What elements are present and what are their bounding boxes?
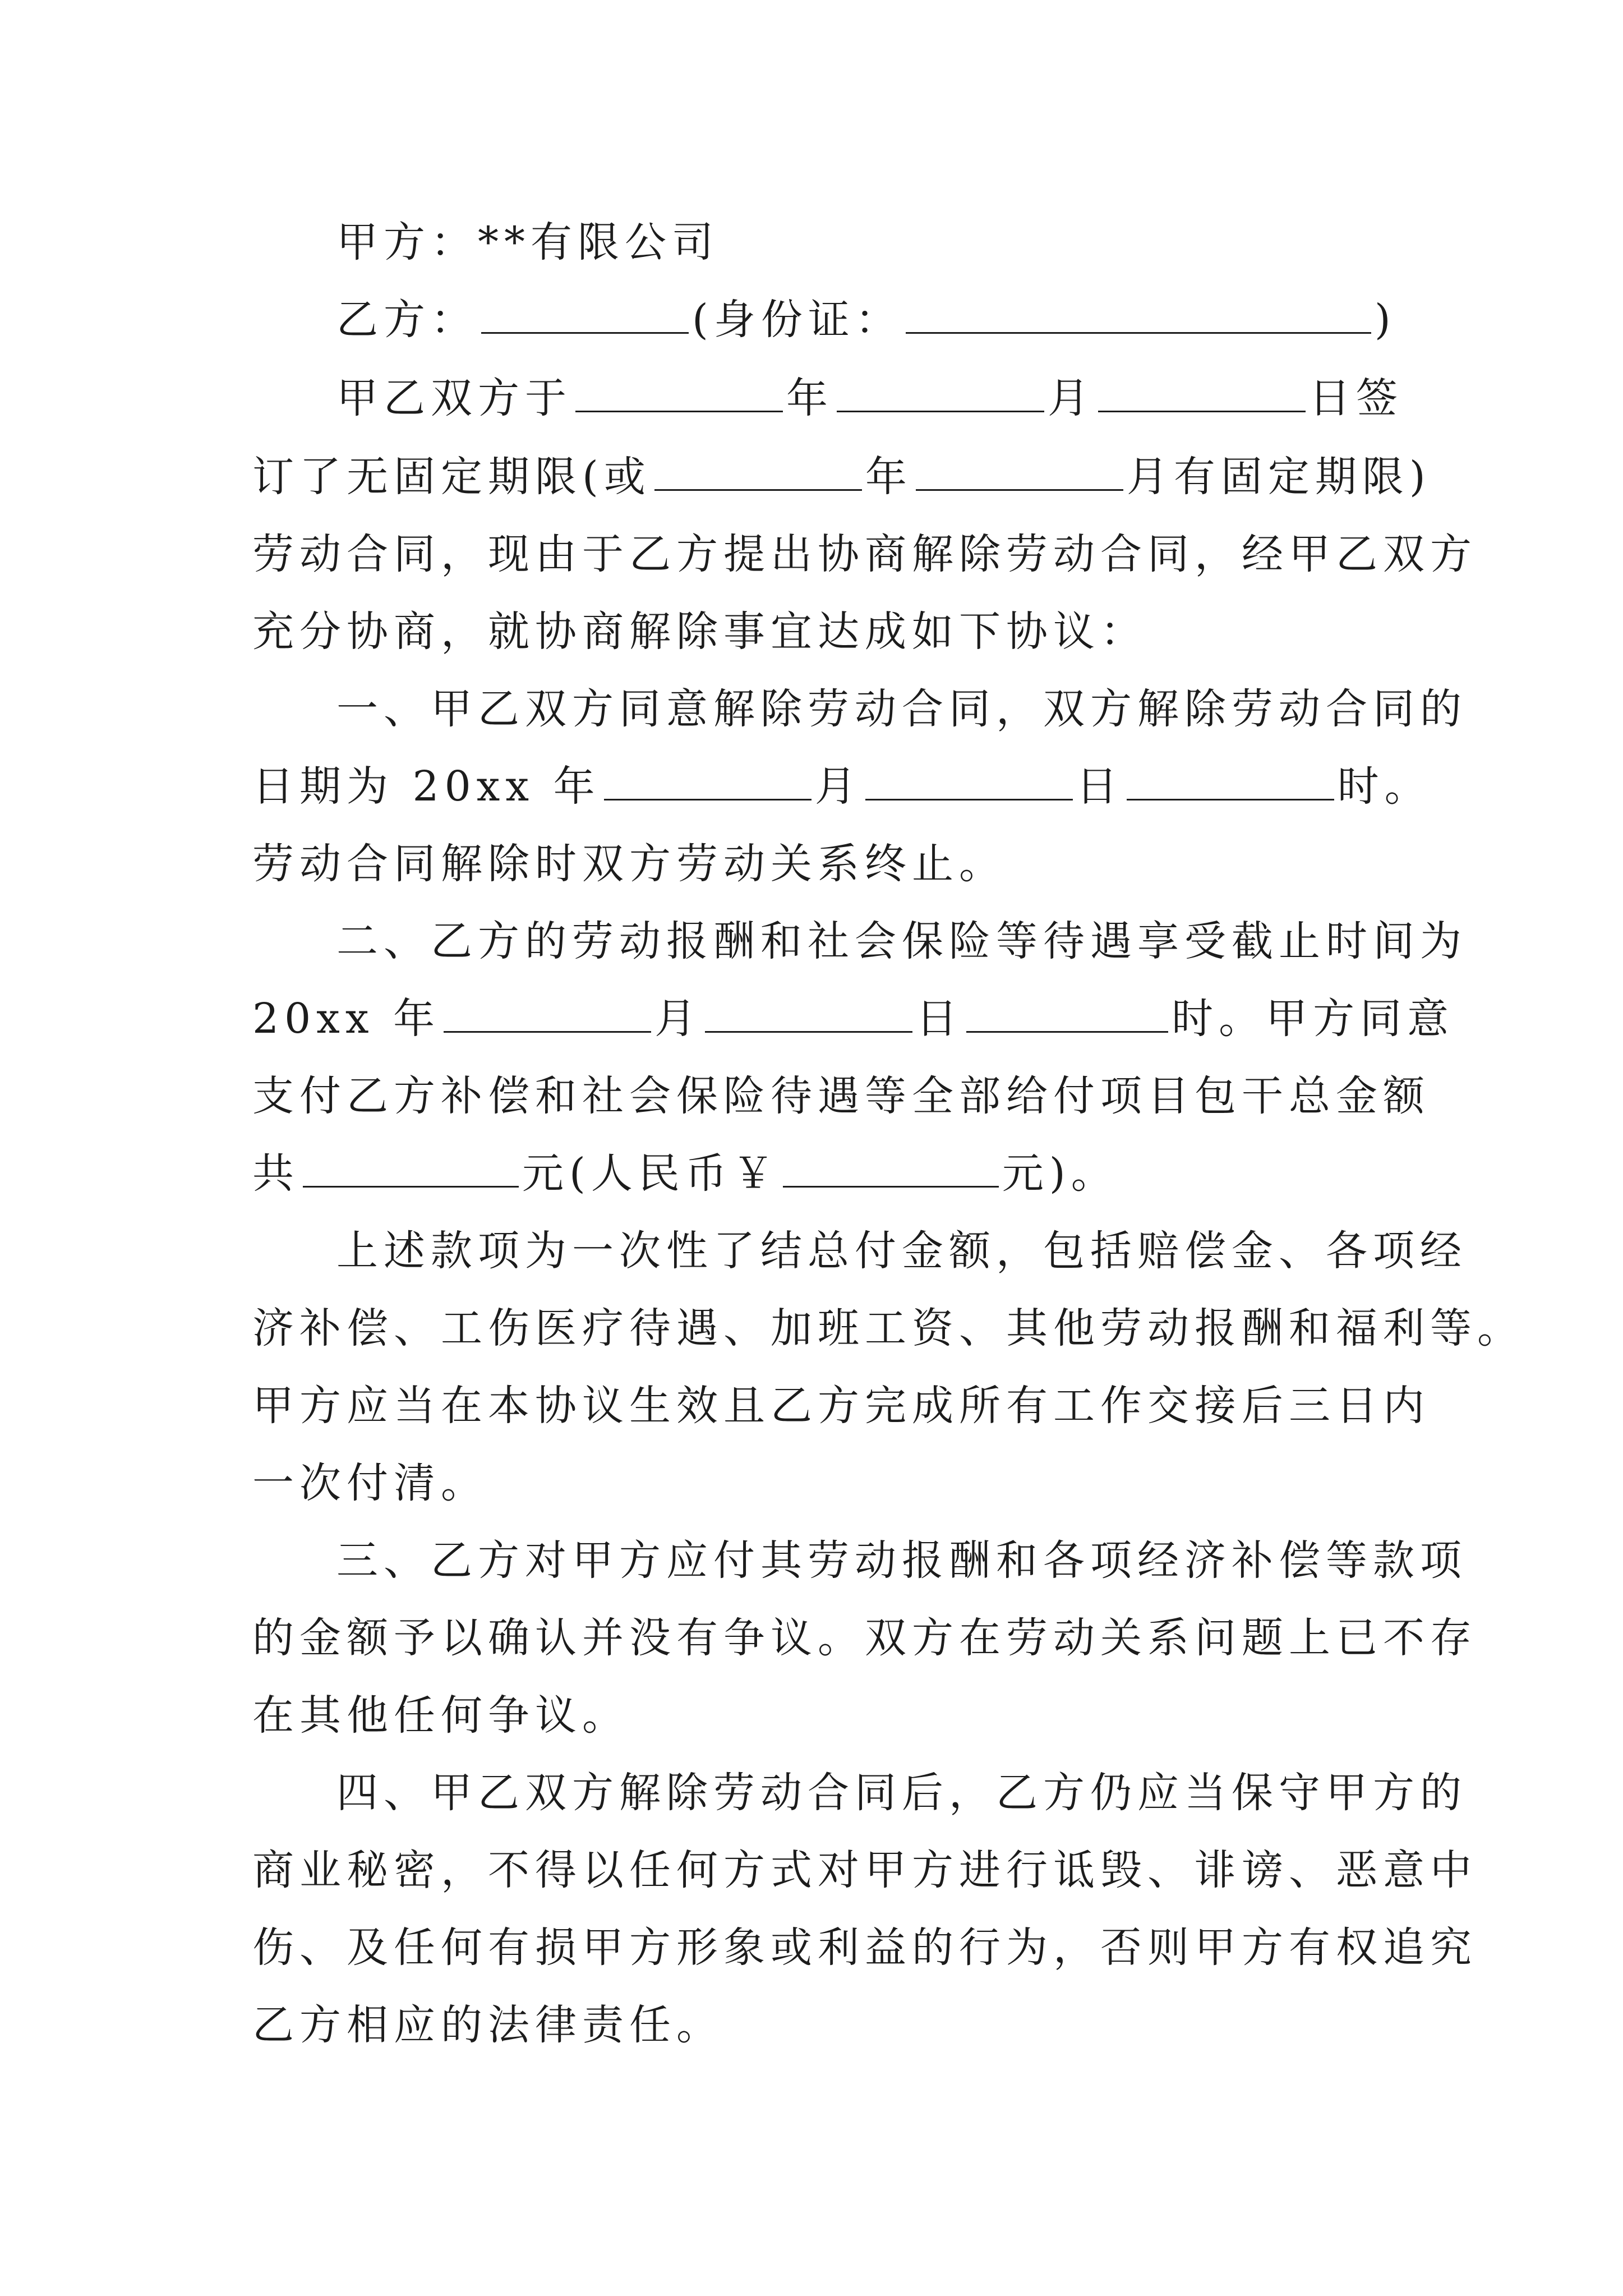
- party-b-name-blank[interactable]: [481, 293, 689, 334]
- intro-text-a: 甲乙双方于: [336, 374, 572, 422]
- intro-line-2-text-a: 订了无固定期限(或: [252, 453, 651, 501]
- party-b-id-open: (身份证：: [692, 296, 902, 344]
- section-5-line-2: 商业秘密，不得以任何方式对甲方进行诋毁、诽谤、恶意中: [252, 1846, 1477, 1894]
- intro-line-2-text-c: 月有固定期限): [1126, 453, 1431, 501]
- section-1-line-1: 一、甲乙双方同意解除劳动合同，双方解除劳动合同的: [336, 685, 1467, 733]
- section-4-line-1: 三、乙方对甲方应付其劳动报酬和各项经济补偿等款项: [336, 1536, 1467, 1585]
- total-amount-blank[interactable]: [303, 1147, 519, 1188]
- party-b-line: [336, 286, 1475, 353]
- section-5-line-1: 四、甲乙双方解除劳动合同后，乙方仍应当保守甲方的: [336, 1769, 1467, 1817]
- termination-month-blank[interactable]: [604, 760, 811, 800]
- benefits-month-blank[interactable]: [444, 992, 651, 1033]
- termination-day-blank[interactable]: [865, 760, 1073, 800]
- party-a-line: [336, 209, 1475, 276]
- section-5-line-3: 伤、及任何有损甲方形象或利益的行为，否则甲方有权追究: [252, 1924, 1477, 1972]
- intro-line-1: [336, 365, 1475, 432]
- fixed-term-month-blank[interactable]: [916, 450, 1123, 491]
- section-2-line-4: [252, 1140, 1391, 1207]
- party-b-id-blank[interactable]: [906, 293, 1371, 334]
- benefits-day-blank[interactable]: [705, 992, 912, 1033]
- total-amount-rmb-blank[interactable]: [783, 1147, 999, 1188]
- party-b-label: 乙方：: [336, 296, 478, 344]
- section-1-line-3: 劳动合同解除时双方劳动关系终止。: [252, 840, 1006, 888]
- section-1-day: 日: [1076, 762, 1123, 811]
- section-4-line-2: 的金额予以确认并没有争议。双方在劳动关系问题上已不存: [252, 1614, 1477, 1662]
- sign-year-blank[interactable]: [575, 371, 783, 412]
- section-1-hour: 时。: [1337, 762, 1432, 811]
- section-2-year: 20xx 年: [252, 995, 441, 1043]
- section-2-line-1: 二、乙方的劳动报酬和社会保险等待遇享受截止时间为: [336, 917, 1467, 965]
- section-2-yuan: 元)。: [1002, 1149, 1118, 1198]
- intro-line-3: 劳动合同，现由于乙方提出协商解除劳动合同，经甲乙双方: [252, 530, 1477, 578]
- section-3-line-1: 上述款项为一次性了结总付金额，包括赔偿金、各项经: [336, 1227, 1467, 1275]
- section-5-line-4: 乙方相应的法律责任。: [252, 2001, 723, 2049]
- intro-day: 日签: [1309, 374, 1403, 422]
- sign-month-blank[interactable]: [837, 371, 1044, 412]
- section-3-line-2: 济补偿、工伤医疗待遇、加班工资、其他劳动报酬和福利等。: [252, 1304, 1524, 1352]
- section-3-line-3: 甲方应当在本协议生效且乙方完成所有工作交接后三日内: [252, 1382, 1430, 1430]
- section-3-line-4: 一次付清。: [252, 1459, 488, 1507]
- section-4-line-3: 在其他任何争议。: [252, 1691, 629, 1740]
- sign-day-blank[interactable]: [1098, 371, 1306, 412]
- section-2-line-2: [252, 985, 1455, 1052]
- termination-hour-blank[interactable]: [1127, 760, 1334, 800]
- section-2-line-3: 支付乙方补偿和社会保险待遇等全部给付项目包干总金额: [252, 1072, 1430, 1120]
- section-1-month: 月: [814, 762, 862, 811]
- section-2-day: 日: [916, 995, 963, 1043]
- section-1-date-prefix: 日期为 20xx 年: [252, 762, 601, 811]
- section-1-line-2: [252, 753, 1432, 820]
- party-b-id-close: ): [1374, 296, 1396, 344]
- intro-month: 月: [1048, 374, 1095, 422]
- section-2-hour: 时。甲方同意: [1172, 995, 1455, 1043]
- fixed-term-year-blank[interactable]: [654, 450, 862, 491]
- intro-year: 年: [786, 374, 833, 422]
- intro-line-2: [252, 443, 1431, 510]
- section-2-month: 月: [654, 995, 702, 1043]
- benefits-hour-blank[interactable]: [966, 992, 1168, 1033]
- intro-line-2-year: 年: [865, 453, 912, 501]
- section-2-rmb: 元(人民币￥: [522, 1149, 780, 1198]
- intro-line-4: 充分协商，就协商解除事宜达成如下协议：: [252, 608, 1147, 656]
- section-2-total-prefix: 共: [252, 1149, 299, 1198]
- party-a-text: 甲方：**有限公司: [336, 218, 719, 266]
